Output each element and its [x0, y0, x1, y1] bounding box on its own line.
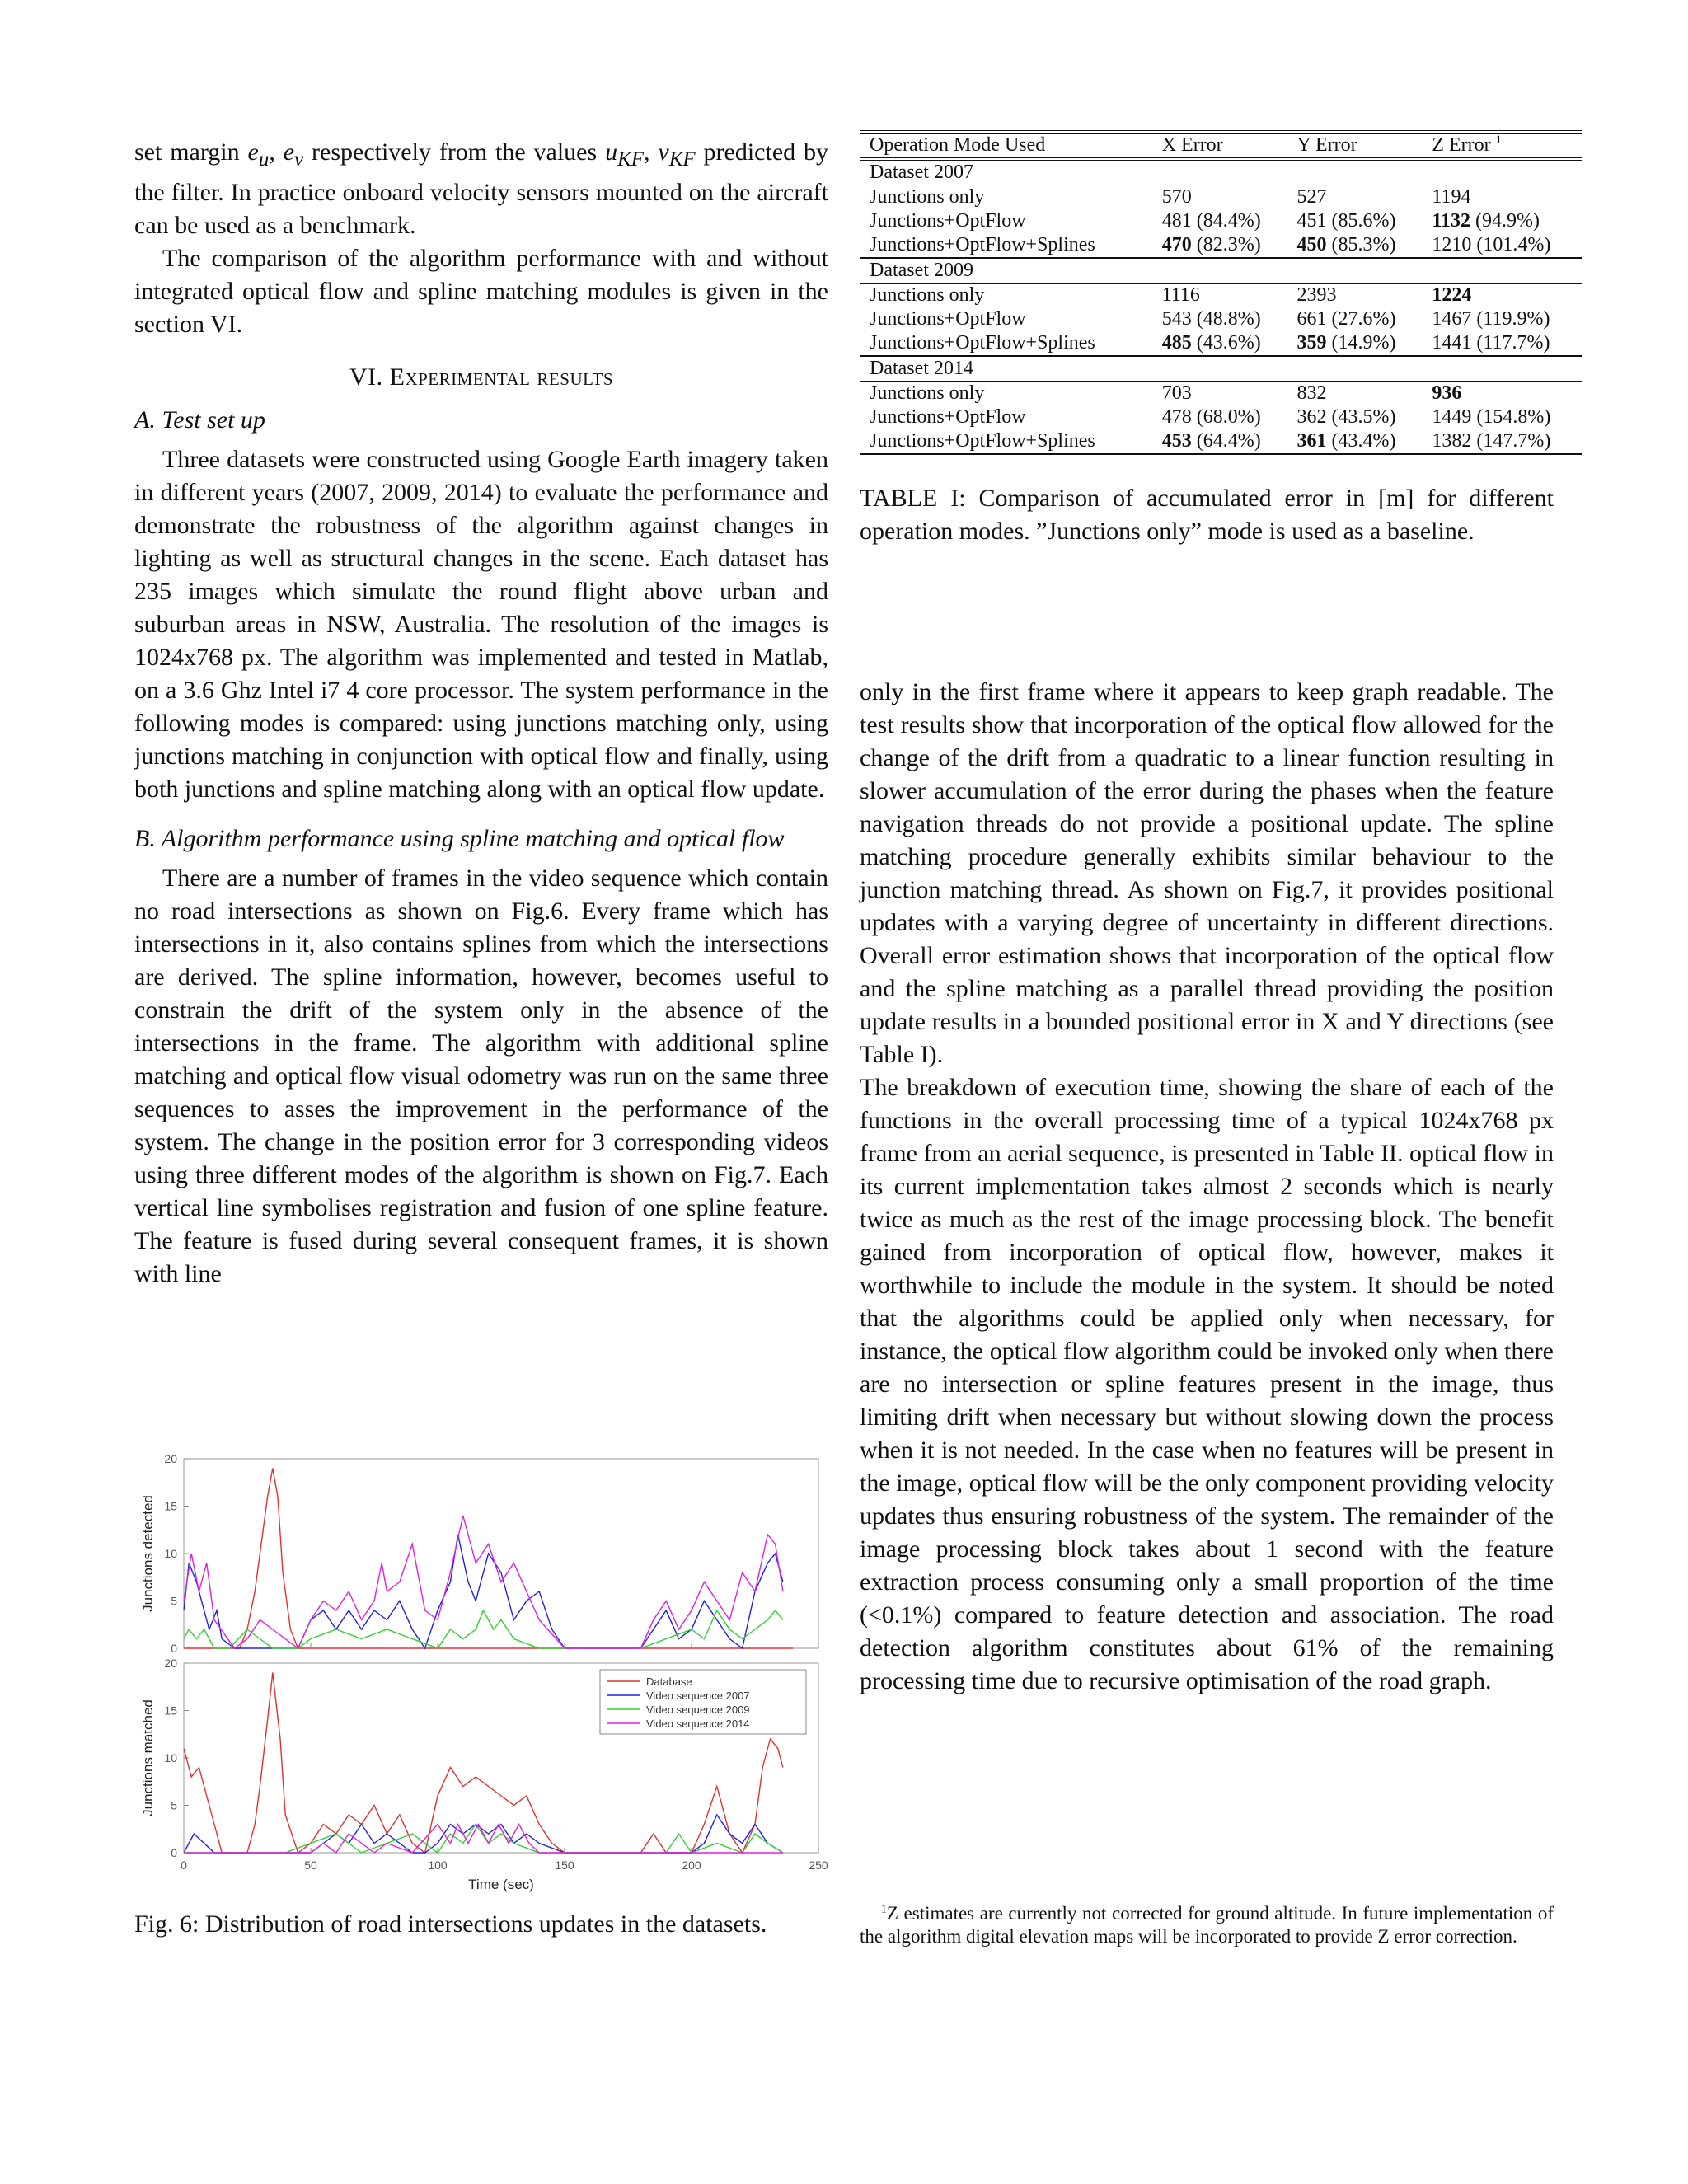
table-row	[860, 209, 1582, 233]
left-column	[134, 136, 828, 1291]
y-error-cell: 451 (85.6%)	[1296, 210, 1396, 232]
x-tick-label: 50	[304, 1858, 317, 1872]
y-tick-label: 20	[164, 1452, 177, 1465]
x-tick-label: 100	[428, 1858, 448, 1872]
y-tick-label: 10	[164, 1547, 177, 1560]
table-caption: TABLE I: Comparison of accumulated error in [m] for different operation modes. ”Junctions only” mode is used as a baseline.	[860, 485, 1554, 545]
mode-cell: Junctions only	[870, 382, 985, 404]
y-error-cell: 359 (14.9%)	[1287, 331, 1423, 356]
figure-caption: Fig. 6: Distribution of road intersections updates in the datasets.	[134, 1910, 767, 1938]
table-row	[860, 233, 1582, 258]
table-row	[860, 185, 1582, 210]
right-column	[860, 676, 1554, 1698]
mode-cell: Junctions+OptFlow+Splines	[860, 429, 1152, 454]
x-axis-label: Time (sec)	[468, 1877, 534, 1892]
paragraph-execution-time: The breakdown of execution time, showing the share of each of the functions in the overall processing time of a typical 1024x768 px frame from an aerial sequence, is presented in Table II. optical flow in its current implementation takes almost 2 seconds which is nearly twice as much as the rest of the image processing block. The benefit gained from incorporation of optical flow, however, makes it worthwhile to include the module in the system. It should be noted that the algorithms could be applied only when necessary, for instance, the optical flow algorithm could be invoked only when there are no intersection or spline features present in the image, thus limiting drift when necessary but without slowing down the process when it is not needed. In the case when no features will be present in the image, optical flow will be the only component providing velocity updates thus ensuring robustness of the system. The remainder of the image processing block takes about 1 second with the feature extraction process consuming only a small proportion of the time (<0.1%) compared to feature detection and association. The road detection algorithm constitutes about 61% of the remaining processing time due to recursive optimisation of the road graph.	[860, 1074, 1554, 1694]
legend-entry: Video sequence 2007	[646, 1690, 750, 1702]
z-error-cell: 1382 (147.7%)	[1422, 429, 1582, 454]
mode-cell: Junctions only	[870, 284, 985, 306]
y-tick-label: 20	[164, 1657, 177, 1670]
paragraph-test-setup: Three datasets were constructed using Google Earth imagery taken in different years (2007, 2009, 2014) to evaluate the performance and demonstrate the robustness of the algorithm against changes in lighting as well as structural changes in the scene. Each dataset has 235 images which simulate the round flight above urban and suburban areas in NSW, Australia. The resolution of the images is 1024x768 px. The algorithm was implemented and tested in Matlab, on a 3.6 Ghz Intel i7 4 core processor. The system performance in the following modes is compared: using junctions matching only, using junctions matching in conjunction with optical flow and finally, using both junctions and spline matching along with an optical flow update.	[134, 446, 828, 803]
mode-cell: Junctions+OptFlow+Splines	[860, 233, 1152, 258]
z-error-cell: 1132 (94.9%)	[1432, 210, 1540, 232]
table-body	[860, 159, 1582, 454]
dataset-row	[860, 356, 1582, 382]
y-tick-label: 0	[171, 1846, 177, 1859]
z-error-cell: 1210 (101.4%)	[1422, 233, 1582, 258]
subsection-heading-b: B. Algorithm performance using spline matching and optical flow	[134, 825, 785, 852]
subsection-heading-a: A. Test set up	[134, 406, 265, 434]
x-tick-label: 0	[181, 1858, 187, 1872]
y-error-cell: 362 (43.5%)	[1296, 406, 1396, 428]
y-tick-label: 0	[171, 1642, 177, 1655]
x-error-cell: 478 (68.0%)	[1161, 406, 1261, 428]
y-tick-label: 5	[171, 1798, 177, 1812]
y-tick-label: 10	[164, 1751, 177, 1765]
legend-entry: Video sequence 2014	[646, 1718, 750, 1730]
header-x-error: X Error	[1161, 134, 1223, 156]
y-error-cell: 661 (27.6%)	[1296, 308, 1396, 330]
mode-cell: Junctions+OptFlow	[870, 406, 1026, 428]
footnote-number: 1	[881, 1902, 887, 1915]
z-error-cell: 1224	[1432, 284, 1472, 306]
dataset-row	[860, 159, 1582, 185]
x-tick-label: 200	[682, 1858, 701, 1872]
x-error-cell: 470 (82.3%)	[1152, 233, 1287, 258]
dataset-label: Dataset 2007	[860, 159, 1582, 185]
legend-entry: Video sequence 2009	[646, 1704, 750, 1716]
dataset-label: Dataset 2014	[860, 356, 1582, 382]
footnote-mark: 1	[1495, 134, 1502, 147]
header-y-error: Y Error	[1296, 134, 1357, 156]
x-tick-label: 250	[809, 1858, 828, 1872]
y-error-cell: 832	[1296, 382, 1327, 404]
dataset-label: Dataset 2009	[860, 258, 1582, 284]
mode-cell: Junctions+OptFlow+Splines	[860, 331, 1152, 356]
z-error-cell: 1194	[1432, 186, 1471, 208]
y-error-cell: 2393	[1296, 284, 1337, 306]
table-row	[860, 284, 1582, 308]
header-mode: Operation Mode Used	[870, 134, 1046, 156]
paragraph-intro-1: set margin $e_u$, $e_v$ respectively from the values $u_{KF}$, $v_{KF}$ predicted by the filter. In practice onboard velocity sensors mounted on the aircraft can be used as a benchmark.	[134, 138, 829, 239]
mode-cell: Junctions+OptFlow	[870, 210, 1026, 232]
z-error-cell: 1441 (117.7%)	[1422, 331, 1582, 356]
mode-cell: Junctions+OptFlow	[870, 308, 1026, 330]
y-tick-label: 15	[164, 1704, 177, 1718]
paragraph-intro-2: The comparison of the algorithm performance with and without integrated optical flow and spline matching modules is given in the section VI.	[134, 245, 828, 338]
z-error-cell: 1467 (119.9%)	[1432, 308, 1550, 330]
y-error-cell: 527	[1296, 186, 1327, 208]
x-error-cell: 570	[1161, 186, 1192, 208]
table-row	[860, 307, 1582, 331]
x-tick-label: 150	[555, 1858, 574, 1872]
figure-6-chart	[134, 1451, 835, 1896]
y-tick-label: 5	[171, 1594, 177, 1608]
mode-cell: Junctions only	[870, 186, 985, 208]
table-row	[860, 405, 1582, 429]
z-error-cell: 1449 (154.8%)	[1432, 406, 1551, 428]
x-error-cell: 703	[1161, 382, 1192, 404]
legend-entry: Database	[646, 1675, 692, 1688]
footnote	[860, 1902, 1554, 1948]
results-table	[860, 130, 1582, 455]
y-axis-label: Junctions matched	[140, 1699, 156, 1816]
y-error-cell: 361 (43.4%)	[1287, 429, 1423, 454]
paragraph-algorithm-performance: There are a number of frames in the video sequence which contain no road intersections as shown on Fig.6. Every frame which has intersections in it, also contains splines from which the intersections are derived. The spline information, however, becomes useful to constrain the drift of the system only in the absence of the intersections in the frame. The algorithm with additional spline matching and optical flow visual odometry was run on the same three sequences to asses the improvement in the performance of the system. The change in the position error for 3 corresponding videos using three different modes of the algorithm is shown on Fig.7. Each vertical line symbolises registration and fusion of one spline feature. The feature is fused during several consequent frames, it is shown with line	[134, 865, 828, 1287]
z-error-cell: 936	[1432, 382, 1462, 404]
table-row	[860, 382, 1582, 406]
x-error-cell: 453 (64.4%)	[1152, 429, 1287, 454]
paragraph-results: only in the first frame where it appears to keep graph readable. The test results show that incorporation of the optical flow allowed for the change of the drift from a quadratic to a linear function resulting in slower accumulation of the error during the phases when the feature navigation threads do not provide a positional update. The spline matching procedure generally exhibits similar behaviour to the junction matching thread. As shown on Fig.7, it provides positional updates with a varying degree of uncertainty in different directions. Overall error estimation shows that incorporation of the optical flow and the spline matching as a parallel thread providing the position update results in a bounded positional error in X and Y directions (see Table I).	[860, 678, 1554, 1068]
footnote-text: Z estimates are currently not corrected for ground altitude. In future implementation of the algorithm digital elevation maps will be incorporated to provide Z error correction.	[860, 1903, 1554, 1947]
table-row	[860, 331, 1582, 356]
x-error-cell: 543 (48.8%)	[1161, 308, 1261, 330]
table-header-row	[860, 132, 1582, 159]
table-row	[860, 429, 1582, 454]
x-error-cell: 481 (84.4%)	[1161, 210, 1261, 232]
x-error-cell: 1116	[1161, 284, 1200, 306]
y-axis-label: Junctions detected	[140, 1495, 156, 1612]
x-error-cell: 485 (43.6%)	[1152, 331, 1287, 356]
header-z-error: Z Error $^1$	[1432, 134, 1502, 156]
section-heading: VI. Experimental results	[349, 363, 614, 391]
y-tick-label: 15	[164, 1499, 177, 1513]
y-error-cell: 450 (85.3%)	[1287, 233, 1423, 258]
dataset-row	[860, 258, 1582, 284]
